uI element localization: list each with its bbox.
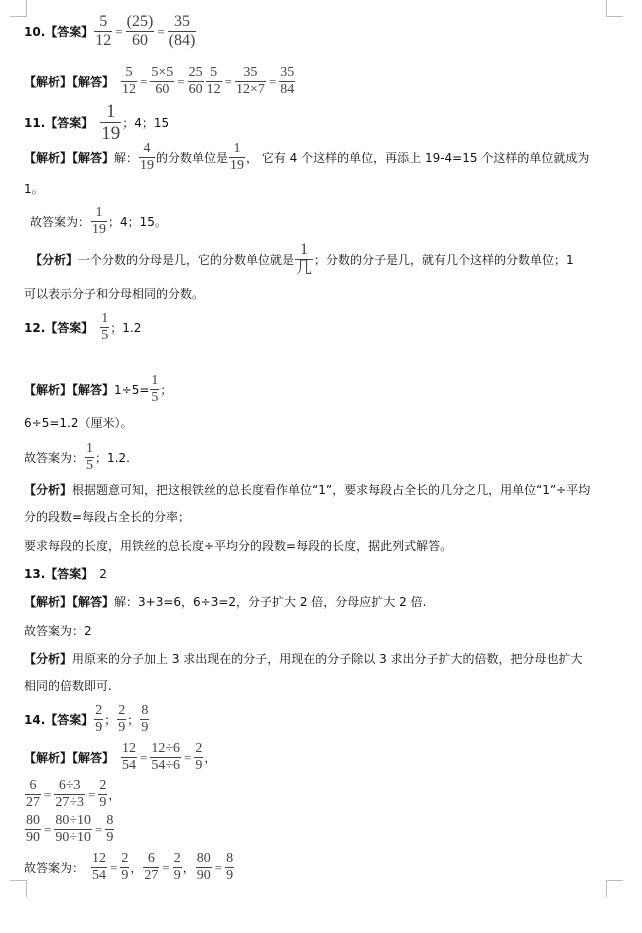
text: 解：3+3=6，6÷3=2，分子扩大 2 倍，分母应扩大 2 倍. xyxy=(114,595,427,609)
text: 故答案为： xyxy=(24,861,85,875)
text: ； xyxy=(160,383,173,397)
text: ， xyxy=(130,861,143,875)
text: 故答案为： xyxy=(24,451,85,465)
fraction: $\frac{35}{(84)}$ xyxy=(168,13,196,49)
text: 6÷5=1.2（厘米）。 xyxy=(24,416,133,430)
fraction: $\frac{35}{84}$ xyxy=(280,65,295,97)
q14-answer-line xyxy=(24,704,150,735)
answer-tag: 【答案】 xyxy=(45,116,94,130)
text: 1。 xyxy=(24,182,44,196)
text: ；分数的分子是几，就有几个这样的分数单位；1 xyxy=(314,253,574,267)
fraction: $\frac{(25)}{60}$ xyxy=(126,13,154,49)
question-number: 13. xyxy=(24,566,46,581)
q12-calc-line xyxy=(24,414,132,431)
fraction: $\frac{5}{12}$ xyxy=(206,65,221,97)
q11-explanation-cont xyxy=(24,180,44,197)
fraction: $\frac{2}{9}$ xyxy=(173,851,181,883)
fraction: $\frac{12}{54}$ xyxy=(122,741,137,773)
text: 用原来的分子加上 3 求出现在的分子，用现在的分子除以 3 求出分子扩大的倍数，把分母也扩大 xyxy=(72,652,583,666)
answer-tag: 【答案】 xyxy=(45,567,94,581)
fraction: $\frac{1}{5}$ xyxy=(101,311,109,343)
text: 1÷5= xyxy=(114,382,150,397)
text: 解： xyxy=(114,151,139,165)
explanation-tag: 【解析】【解答】 xyxy=(24,595,115,609)
fraction: $\frac{1}{5}$ xyxy=(86,441,94,473)
page-corner-mark xyxy=(606,0,623,17)
q12-analysis-cont xyxy=(24,537,452,554)
text: ；4；15。 xyxy=(108,215,167,229)
fraction: $\frac{5\times 5}{60}$ xyxy=(151,65,174,97)
text: ， xyxy=(182,861,195,875)
text: 故答案为：2 xyxy=(24,624,92,638)
text: 的分数单位是 xyxy=(156,151,229,165)
question-number: 11. xyxy=(24,115,46,130)
text: ；1.2. xyxy=(95,451,130,465)
fraction: $\frac{5}{12}$ xyxy=(122,65,137,97)
q13-final-answer xyxy=(24,622,92,639)
q11-answer-line xyxy=(24,102,169,143)
text: 要求每段的长度，用铁丝的总长度÷平均分的段数=每段的长度，据此列式解答。 xyxy=(24,539,453,553)
q12-answer-line xyxy=(24,312,141,343)
answer-tag: 【答案】 xyxy=(45,713,94,727)
analysis-tag: 【分析】 xyxy=(24,483,73,497)
q11-analysis-line xyxy=(30,242,574,277)
text: 相同的倍数即可. xyxy=(24,679,112,693)
analysis-tag: 【分析】 xyxy=(30,253,79,267)
text: 故答案为： xyxy=(30,215,91,229)
q13-explanation-line xyxy=(24,593,426,610)
fraction: $\frac{12}{54}$ xyxy=(92,851,107,883)
text: ； xyxy=(104,713,117,727)
answer-tag: 【答案】 xyxy=(45,25,94,39)
fraction: $\frac{6\div 3}{27\div 3}$ xyxy=(55,778,85,810)
answer-tag: 【答案】 xyxy=(45,321,94,335)
explanation-tag: 【解析】【解答】 xyxy=(24,75,115,89)
fraction: $\frac{2}{9}$ xyxy=(99,778,107,810)
fraction: $\frac{6}{27}$ xyxy=(144,851,159,883)
fraction: $\frac{8}{9}$ xyxy=(106,813,114,845)
q11-explanation-line xyxy=(24,142,589,173)
fraction: $\frac{1}{19}$ xyxy=(230,141,245,173)
analysis-tag: 【分析】 xyxy=(24,652,73,666)
explanation-tag: 【解析】【解答】 xyxy=(24,751,115,765)
q12-final-answer xyxy=(24,442,130,473)
q13-analysis-cont xyxy=(24,677,112,694)
q10-explanation-line: 【解析】【解答】 $\frac{5}{12}$ = $\frac{5\times 5}{60}$ = $\frac{25}{60}$ $\frac{5}{12}$ = $\frac{35}{12\times 7}$ = $\frac{35}{84}$ xyxy=(24,65,295,97)
fraction: $\frac{35}{12\times 7}$ xyxy=(235,65,265,97)
q13-analysis-line xyxy=(24,650,583,667)
text: ， xyxy=(108,788,121,802)
q11-analysis-cont xyxy=(24,285,204,302)
text: ， xyxy=(204,751,217,765)
q14-final-answer: 故答案为： $\frac{12}{54}$ = $\frac{2}{9}$ ， $\frac{6}{27}$ = $\frac{2}{9}$ ， $\frac{80}{90}$ = $\frac{8}{9}$ xyxy=(24,851,234,883)
answer-rest: ；4；15 xyxy=(122,116,170,130)
fraction: $\frac{1}{19}$ xyxy=(101,101,121,144)
q14-explanation-row: $\frac{80}{90}$ = $\frac{80\div 10}{90\div 10}$ = $\frac{8}{9}$ xyxy=(26,813,114,845)
page-corner-mark xyxy=(606,880,623,897)
text: 分的段数=每段占全长的分率； xyxy=(24,510,191,524)
q11-final-answer xyxy=(30,206,167,237)
question-number: 12. xyxy=(24,320,46,335)
question-number: 14. xyxy=(24,712,46,727)
question-number: 10. xyxy=(24,24,46,39)
q12-analysis-cont xyxy=(24,508,190,525)
text: 2 xyxy=(99,566,107,581)
fraction: $\frac{80}{90}$ xyxy=(26,813,40,845)
text: 根据题意可知，把这根铁丝的总长度看作单位“1”，要求每段占全长的几分之几，用单位“1”÷平均 xyxy=(72,483,591,497)
fraction: $\frac{5}{12}$ xyxy=(95,13,112,49)
fraction: $\frac{2}{9}$ xyxy=(118,703,126,735)
fraction: $\frac{8}{9}$ xyxy=(226,851,234,883)
fraction: $\frac{12\div 6}{54\div 6}$ xyxy=(151,741,181,773)
fraction: $\frac{8}{9}$ xyxy=(141,703,149,735)
fraction: $\frac{2}{9}$ xyxy=(95,703,103,735)
q13-answer-line xyxy=(24,565,107,582)
q14-explanation-line: 【解析】【解答】 $\frac{12}{54}$ = $\frac{12\div 6}{54\div 6}$ = $\frac{2}{9}$ ， xyxy=(24,741,217,773)
fraction: $\frac{1}{19}$ xyxy=(92,205,107,237)
explanation-tag: 【解析】【解答】 xyxy=(24,151,115,165)
text: ；1.2 xyxy=(110,321,142,335)
q12-analysis-line xyxy=(24,481,590,498)
text: ； xyxy=(127,713,140,727)
fraction: $\frac{6}{27}$ xyxy=(26,778,40,810)
fraction: $\frac{80\div 10}{90\div 10}$ xyxy=(55,813,92,845)
text: 一个分数的分母是几，它的分数单位就是 xyxy=(78,253,295,267)
fraction: $\frac{4}{19}$ xyxy=(140,141,155,173)
fraction: $\frac{1}{\text{几}}$ xyxy=(296,241,313,277)
text: 可以表示分子和分母相同的分数。 xyxy=(24,287,205,301)
text: ， 它有 4 个这样的单位，再添上 19-4=15 个这样的单位就成为 xyxy=(246,151,590,165)
fraction: $\frac{80}{90}$ xyxy=(196,851,211,883)
explanation-tag: 【解析】【解答】 xyxy=(24,383,115,397)
fraction: $\frac{2}{9}$ xyxy=(195,741,203,773)
fraction: $\frac{1}{5}$ xyxy=(151,373,159,405)
q10-answer-line: 10. 【答案】 $\frac{5}{12}$ = $\frac{(25)}{60}$ = $\frac{35}{(84)}$ xyxy=(24,13,196,49)
q14-explanation-row: $\frac{6}{27}$ = $\frac{6\div 3}{27\div 3}$ = $\frac{2}{9}$ ， xyxy=(26,778,121,810)
q12-explanation-line xyxy=(24,374,172,405)
fraction: $\frac{25}{60}$ xyxy=(188,65,203,97)
fraction: $\frac{2}{9}$ xyxy=(121,851,129,883)
